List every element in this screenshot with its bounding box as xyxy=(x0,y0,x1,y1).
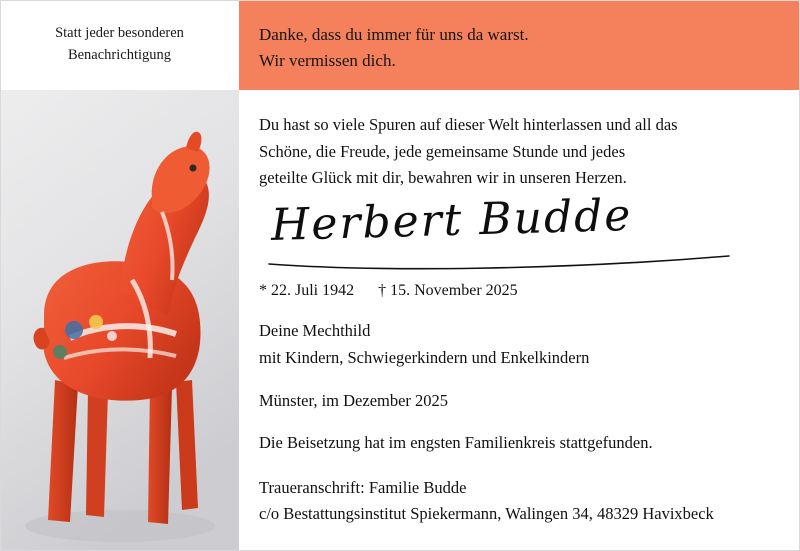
thank-you-banner xyxy=(239,0,800,90)
intro-line-3: geteilte Glück mit dir, bewahren wir in unseren Herzen. xyxy=(259,168,627,188)
intro-line-1: Du hast so viele Spuren auf dieser Welt hinterlassen und all das xyxy=(259,115,678,134)
notice-line-2: Benachrichtigung xyxy=(67,47,172,63)
birth-date: * 22. Juli 1942 xyxy=(259,282,355,300)
contact-block xyxy=(259,475,788,526)
contact-line-2: c/o Bestattungsinstitut Spiekermann, Walingen 34, 48329 Havixbeck xyxy=(259,503,714,523)
death-date: † 15. November 2025 xyxy=(378,282,518,300)
dala-horse-illustration xyxy=(0,90,239,551)
notice-line-1: Statt jeder besonderen xyxy=(55,25,184,42)
memorial-photo xyxy=(0,90,239,551)
left-column xyxy=(0,0,239,551)
family-line-2: mit Kindern, Schwiegerkindern und Enkelkindern xyxy=(259,347,590,367)
family-block xyxy=(259,318,788,371)
intro-line-2: Schöne, die Freude, jede gemeinsame Stunde und jedes xyxy=(259,141,626,161)
intro-text xyxy=(259,112,788,192)
place-and-date: Münster, im Dezember 2025 xyxy=(259,390,449,410)
signature-block xyxy=(259,190,788,280)
right-column xyxy=(239,0,800,551)
family-line-1: Deine Mechthild xyxy=(259,321,371,341)
obituary-body xyxy=(239,90,800,551)
life-dates xyxy=(259,282,788,300)
notice-text xyxy=(55,23,184,67)
contact-line-1: Traueranschrift: Familie Budde xyxy=(259,477,467,497)
signature-name: Herbert Budde xyxy=(270,190,633,252)
banner-line-2: Wir vermissen dich. xyxy=(259,51,396,71)
notice-block xyxy=(0,0,239,90)
signature-flourish xyxy=(259,198,779,280)
burial-note: Die Beisetzung hat im engsten Familienkreis stattgefunden. xyxy=(259,432,653,452)
banner-line-1: Danke, dass du immer für uns da warst. xyxy=(259,25,529,44)
